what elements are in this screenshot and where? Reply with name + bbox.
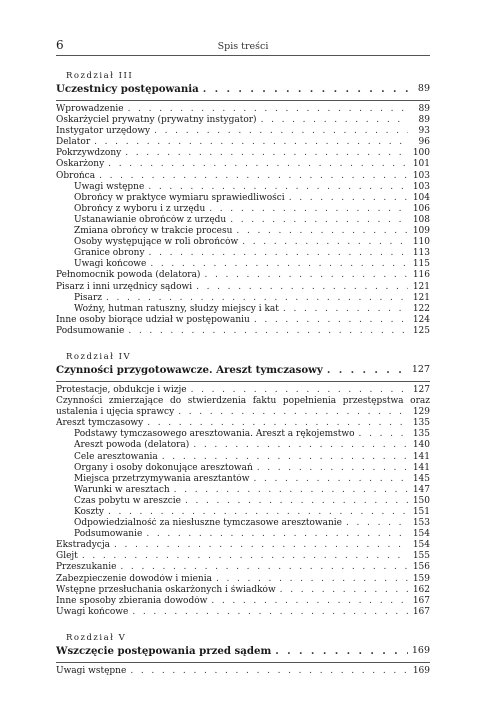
- dot-leader: [144, 182, 408, 193]
- toc-subentry[interactable]: [56, 440, 430, 451]
- toc-entry-text: Oskarżyciel prywatny (prywatny instygator): [56, 115, 257, 126]
- chapter-title-row[interactable]: [56, 82, 430, 96]
- toc-entry-page: 167: [412, 595, 430, 606]
- toc-entry-page: 145: [412, 473, 430, 484]
- dot-leader: [90, 137, 408, 148]
- toc-entry-text: Pisarz: [74, 292, 102, 303]
- dot-leader: [143, 418, 408, 429]
- toc-entry-text-line2: ustalenia i ujęcia sprawcy: [56, 407, 175, 418]
- toc-subentry[interactable]: [56, 507, 430, 518]
- toc-entry-page: 96: [418, 137, 430, 148]
- toc-subentry[interactable]: [56, 226, 430, 237]
- dot-leader: [95, 171, 408, 182]
- chapter-section: [56, 632, 430, 677]
- dot-leader: [323, 363, 408, 377]
- dot-leader: [150, 126, 408, 137]
- toc-entry-text: Obrońca: [56, 170, 96, 181]
- toc-subentry[interactable]: [56, 529, 430, 540]
- toc-subentry[interactable]: [56, 429, 430, 440]
- dot-leader: [342, 518, 408, 529]
- dot-leader: [145, 248, 408, 259]
- toc-subentry[interactable]: [56, 304, 430, 315]
- dot-leader: [124, 104, 408, 115]
- toc-subentry[interactable]: [56, 452, 430, 463]
- toc-entry-page: 129: [412, 407, 430, 418]
- toc-entry-text-line1: Czynności zmierzające do stwierdzenia faktu popełnienia przestępstwa oraz: [56, 396, 430, 407]
- dot-leader: [250, 315, 408, 326]
- toc-entry-page: 93: [418, 126, 430, 137]
- toc-subentry[interactable]: [56, 463, 430, 474]
- toc-entry-text: Odpowiedzialność za niesłuszne tymczasowe aresztowanie: [74, 518, 343, 529]
- dot-leader: [104, 507, 408, 518]
- dot-leader: [146, 259, 408, 270]
- chapter-page: 169: [411, 644, 430, 656]
- toc-entry[interactable]: [56, 562, 430, 573]
- dot-leader: [174, 407, 408, 418]
- toc-entry-text: Instygator urzędowy: [56, 126, 151, 137]
- toc-entry[interactable]: [56, 282, 430, 293]
- chapter-rule: [56, 381, 430, 382]
- dot-leader: [189, 440, 408, 451]
- dot-leader: [212, 574, 408, 585]
- toc-entry-page: 141: [412, 451, 430, 462]
- toc-entry-text: Przeszukanie: [56, 562, 117, 573]
- dot-leader: [181, 496, 408, 507]
- toc-entry[interactable]: [56, 315, 430, 326]
- dot-leader: [110, 540, 408, 551]
- chapter-rule: [56, 662, 430, 663]
- toc-entry-page: 116: [412, 270, 430, 281]
- dot-leader: [170, 485, 408, 496]
- toc-subentry[interactable]: [56, 496, 430, 507]
- toc-entry-text: Zabezpieczenie dowodów i mienia: [56, 573, 212, 584]
- toc-subentry[interactable]: [56, 237, 430, 248]
- toc-entry[interactable]: [56, 666, 430, 677]
- toc-subentry[interactable]: [56, 193, 430, 204]
- dot-leader: [128, 607, 408, 618]
- toc-entry[interactable]: [56, 326, 430, 337]
- toc-entry-text: Pełnomocnik powoda (delatora): [56, 270, 201, 281]
- toc-entry-text: Pisarz i inni urzędnicy sądowi: [56, 281, 193, 292]
- toc-entry-page: 154: [412, 540, 430, 551]
- toc-entry[interactable]: [56, 126, 430, 137]
- toc-entry-page: 113: [412, 248, 430, 259]
- toc-entry-page: 124: [412, 314, 430, 325]
- dot-leader: [187, 385, 408, 396]
- chapter-title-row[interactable]: [56, 363, 430, 377]
- toc-entry-page: 167: [412, 606, 430, 617]
- toc-entry-text: Uwagi końcowe: [56, 606, 129, 617]
- toc-entry-text: Podsumowanie: [56, 325, 125, 336]
- toc-subentry[interactable]: [56, 259, 430, 270]
- dot-leader: [238, 237, 408, 248]
- chapter-section: [56, 351, 430, 618]
- toc-entry-text: Woźny, hutman ratuszny, słudzy miejscy i kat: [74, 303, 279, 314]
- dot-leader: [142, 529, 408, 540]
- table-of-contents: [56, 70, 430, 677]
- toc-entry-page: 104: [412, 192, 430, 203]
- chapter-title-row[interactable]: [56, 644, 430, 658]
- toc-entry[interactable]: [56, 418, 430, 429]
- toc-entry-page: 89: [418, 104, 430, 114]
- toc-entry-text: Obrońcy w praktyce wymiaru sprawiedliwości: [74, 192, 285, 203]
- toc-entry-page: 125: [412, 325, 430, 336]
- toc-entry-page: 156: [412, 562, 430, 573]
- toc-entry-text: Cele aresztowania: [74, 451, 158, 462]
- chapter-label: Rozdział III: [66, 71, 134, 81]
- toc-entry-text: Granice obrony: [74, 248, 145, 259]
- toc-entry-text: Obrońcy z wyboru i z urzędu: [74, 203, 206, 214]
- toc-entry-text: Podsumowanie: [74, 529, 143, 540]
- toc-entry-page: 110: [412, 237, 430, 248]
- chapter-page: 89: [417, 83, 430, 94]
- toc-entry-page: 122: [412, 303, 430, 314]
- toc-entry-text: Wstępne przesłuchania oskarżonych i świadków: [56, 584, 276, 595]
- toc-subentry[interactable]: [56, 518, 430, 529]
- toc-entry-page: 140: [412, 440, 430, 451]
- dot-leader: [205, 204, 408, 215]
- dot-leader: [226, 215, 408, 226]
- dot-leader: [102, 293, 408, 304]
- toc-entry[interactable]: [56, 540, 430, 551]
- dot-leader: [121, 148, 408, 159]
- dot-leader: [124, 326, 408, 337]
- dot-leader: [285, 193, 408, 204]
- toc-entry-page: 101: [412, 159, 430, 170]
- toc-entry[interactable]: [56, 137, 430, 148]
- toc-entry-text: Oskarżony: [56, 159, 105, 170]
- dot-leader: [253, 463, 408, 474]
- dot-leader: [116, 562, 408, 573]
- toc-entry-page: 103: [412, 170, 430, 181]
- toc-entry[interactable]: [56, 104, 430, 115]
- toc-entry-text: Koszty: [74, 507, 104, 517]
- toc-entry-page: 135: [412, 429, 430, 440]
- toc-entry-page: 121: [412, 281, 430, 292]
- toc-subentry[interactable]: [56, 182, 430, 193]
- toc-entry[interactable]: [56, 551, 430, 562]
- toc-entry-text: Zmiana obrońcy w trakcie procesu: [74, 226, 233, 237]
- toc-entry-page: 121: [412, 292, 430, 303]
- toc-page: [56, 38, 430, 677]
- chapter-rule: [56, 100, 430, 101]
- chapter-label: Rozdział IV: [66, 351, 132, 362]
- toc-entry-text: Ustanawianie obrońców z urzędu: [74, 214, 227, 225]
- toc-subentry[interactable]: [56, 248, 430, 259]
- toc-entry-text: Protestacje, obdukcje i wizje: [56, 384, 187, 395]
- toc-entry-page: 100: [412, 148, 430, 159]
- chapter-title: Uczestnicy postępowania: [56, 83, 199, 95]
- chapter-label: Rozdział V: [66, 632, 127, 643]
- toc-entry-text: Uwagi wstępne: [56, 665, 127, 676]
- toc-entry-page: 150: [412, 495, 430, 506]
- toc-entry-text: Uwagi końcowe: [74, 259, 147, 270]
- toc-entry-page: 127: [412, 384, 430, 395]
- toc-entry-text: Uwagi wstępne: [74, 181, 145, 192]
- toc-entry[interactable]: [56, 115, 430, 126]
- toc-subentry[interactable]: [56, 474, 430, 485]
- toc-entry-text: Wprowadzenie: [56, 104, 124, 114]
- toc-entry-page: 147: [412, 484, 430, 495]
- toc-entry-page: 151: [412, 507, 430, 517]
- toc-entry-text: Glejt: [56, 551, 78, 562]
- toc-entry[interactable]: [56, 607, 430, 618]
- toc-entry-page: 141: [412, 462, 430, 473]
- toc-entry[interactable]: [56, 574, 430, 585]
- toc-entry[interactable]: [56, 159, 430, 170]
- toc-entry-text: Delator: [56, 137, 91, 148]
- running-title: Spis treści: [217, 41, 269, 52]
- dot-leader: [355, 429, 408, 440]
- toc-subentry[interactable]: [56, 485, 430, 496]
- chapter-title: Wszczęcie postępowania przed sądem: [56, 644, 272, 657]
- dot-leader: [78, 551, 408, 562]
- toc-entry-text: Organy i osoby dokonujące aresztowań: [74, 462, 253, 473]
- toc-entry-text: Osoby występujące w roli obrońców: [74, 237, 239, 248]
- toc-entry-text: Inne osoby biorące udział w postępowaniu: [56, 314, 250, 325]
- toc-entry-text: Miejsca przetrzymywania aresztantów: [74, 473, 250, 484]
- chapter-page: 127: [411, 363, 430, 375]
- dot-leader: [257, 115, 408, 126]
- toc-subentry[interactable]: [56, 215, 430, 226]
- toc-entry[interactable]: [56, 596, 430, 607]
- chapter-title: Czynności przygotowawcze. Areszt tymczasowy: [56, 363, 323, 376]
- toc-entry-text: Warunki w aresztach: [74, 484, 170, 495]
- toc-entry[interactable]: [56, 585, 430, 596]
- dot-leader: [232, 226, 408, 237]
- dot-leader: [207, 596, 408, 607]
- dot-leader: [126, 666, 408, 677]
- toc-entry-page: 162: [412, 584, 430, 595]
- toc-entry-page: 154: [412, 529, 430, 540]
- toc-entry[interactable]: [56, 385, 430, 396]
- toc-entry-text: Areszt tymczasowy: [56, 418, 144, 429]
- toc-entry[interactable]: [56, 396, 430, 418]
- dot-leader: [279, 304, 408, 315]
- toc-entry-page: 153: [412, 518, 430, 529]
- dot-leader: [104, 159, 408, 170]
- toc-entry-text: Czas pobytu w areszcie: [74, 495, 181, 506]
- toc-entry[interactable]: [56, 270, 430, 281]
- page-number: 6: [56, 38, 64, 52]
- dot-leader: [271, 644, 408, 658]
- toc-entry-text: Podstawy tymczasowego aresztowania. Areszt a rękojemstwo: [74, 429, 355, 440]
- toc-entry-page: 135: [412, 418, 430, 429]
- dot-leader: [192, 282, 408, 293]
- toc-subentry[interactable]: [56, 204, 430, 215]
- toc-entry[interactable]: [56, 171, 430, 182]
- toc-entry[interactable]: [56, 148, 430, 159]
- running-header: [56, 38, 430, 56]
- dot-leader: [158, 452, 408, 463]
- chapter-section: [56, 70, 430, 337]
- toc-entry-page: 115: [412, 259, 430, 270]
- toc-entry-text: Inne sposoby zbierania dowodów: [56, 595, 208, 606]
- dot-leader: [276, 585, 408, 596]
- toc-entry-page: 159: [412, 573, 430, 584]
- toc-entry-page: 106: [412, 203, 430, 214]
- toc-entry-page: 89: [418, 115, 430, 126]
- dot-leader: [249, 474, 408, 485]
- toc-entry-page: 169: [412, 665, 430, 676]
- dot-leader: [200, 270, 408, 281]
- toc-entry-text: Areszt powoda (delatora): [74, 440, 190, 451]
- toc-entry-page: 155: [412, 551, 430, 562]
- toc-entry-text: Ekstradycja: [56, 540, 110, 551]
- dot-leader: [199, 82, 408, 96]
- toc-entry-page: 109: [412, 226, 430, 237]
- toc-entry-page: 103: [412, 181, 430, 192]
- toc-entry-page: 108: [412, 214, 430, 225]
- toc-entry-text: Pokrzywdzony: [56, 148, 122, 159]
- toc-subentry[interactable]: [56, 293, 430, 304]
